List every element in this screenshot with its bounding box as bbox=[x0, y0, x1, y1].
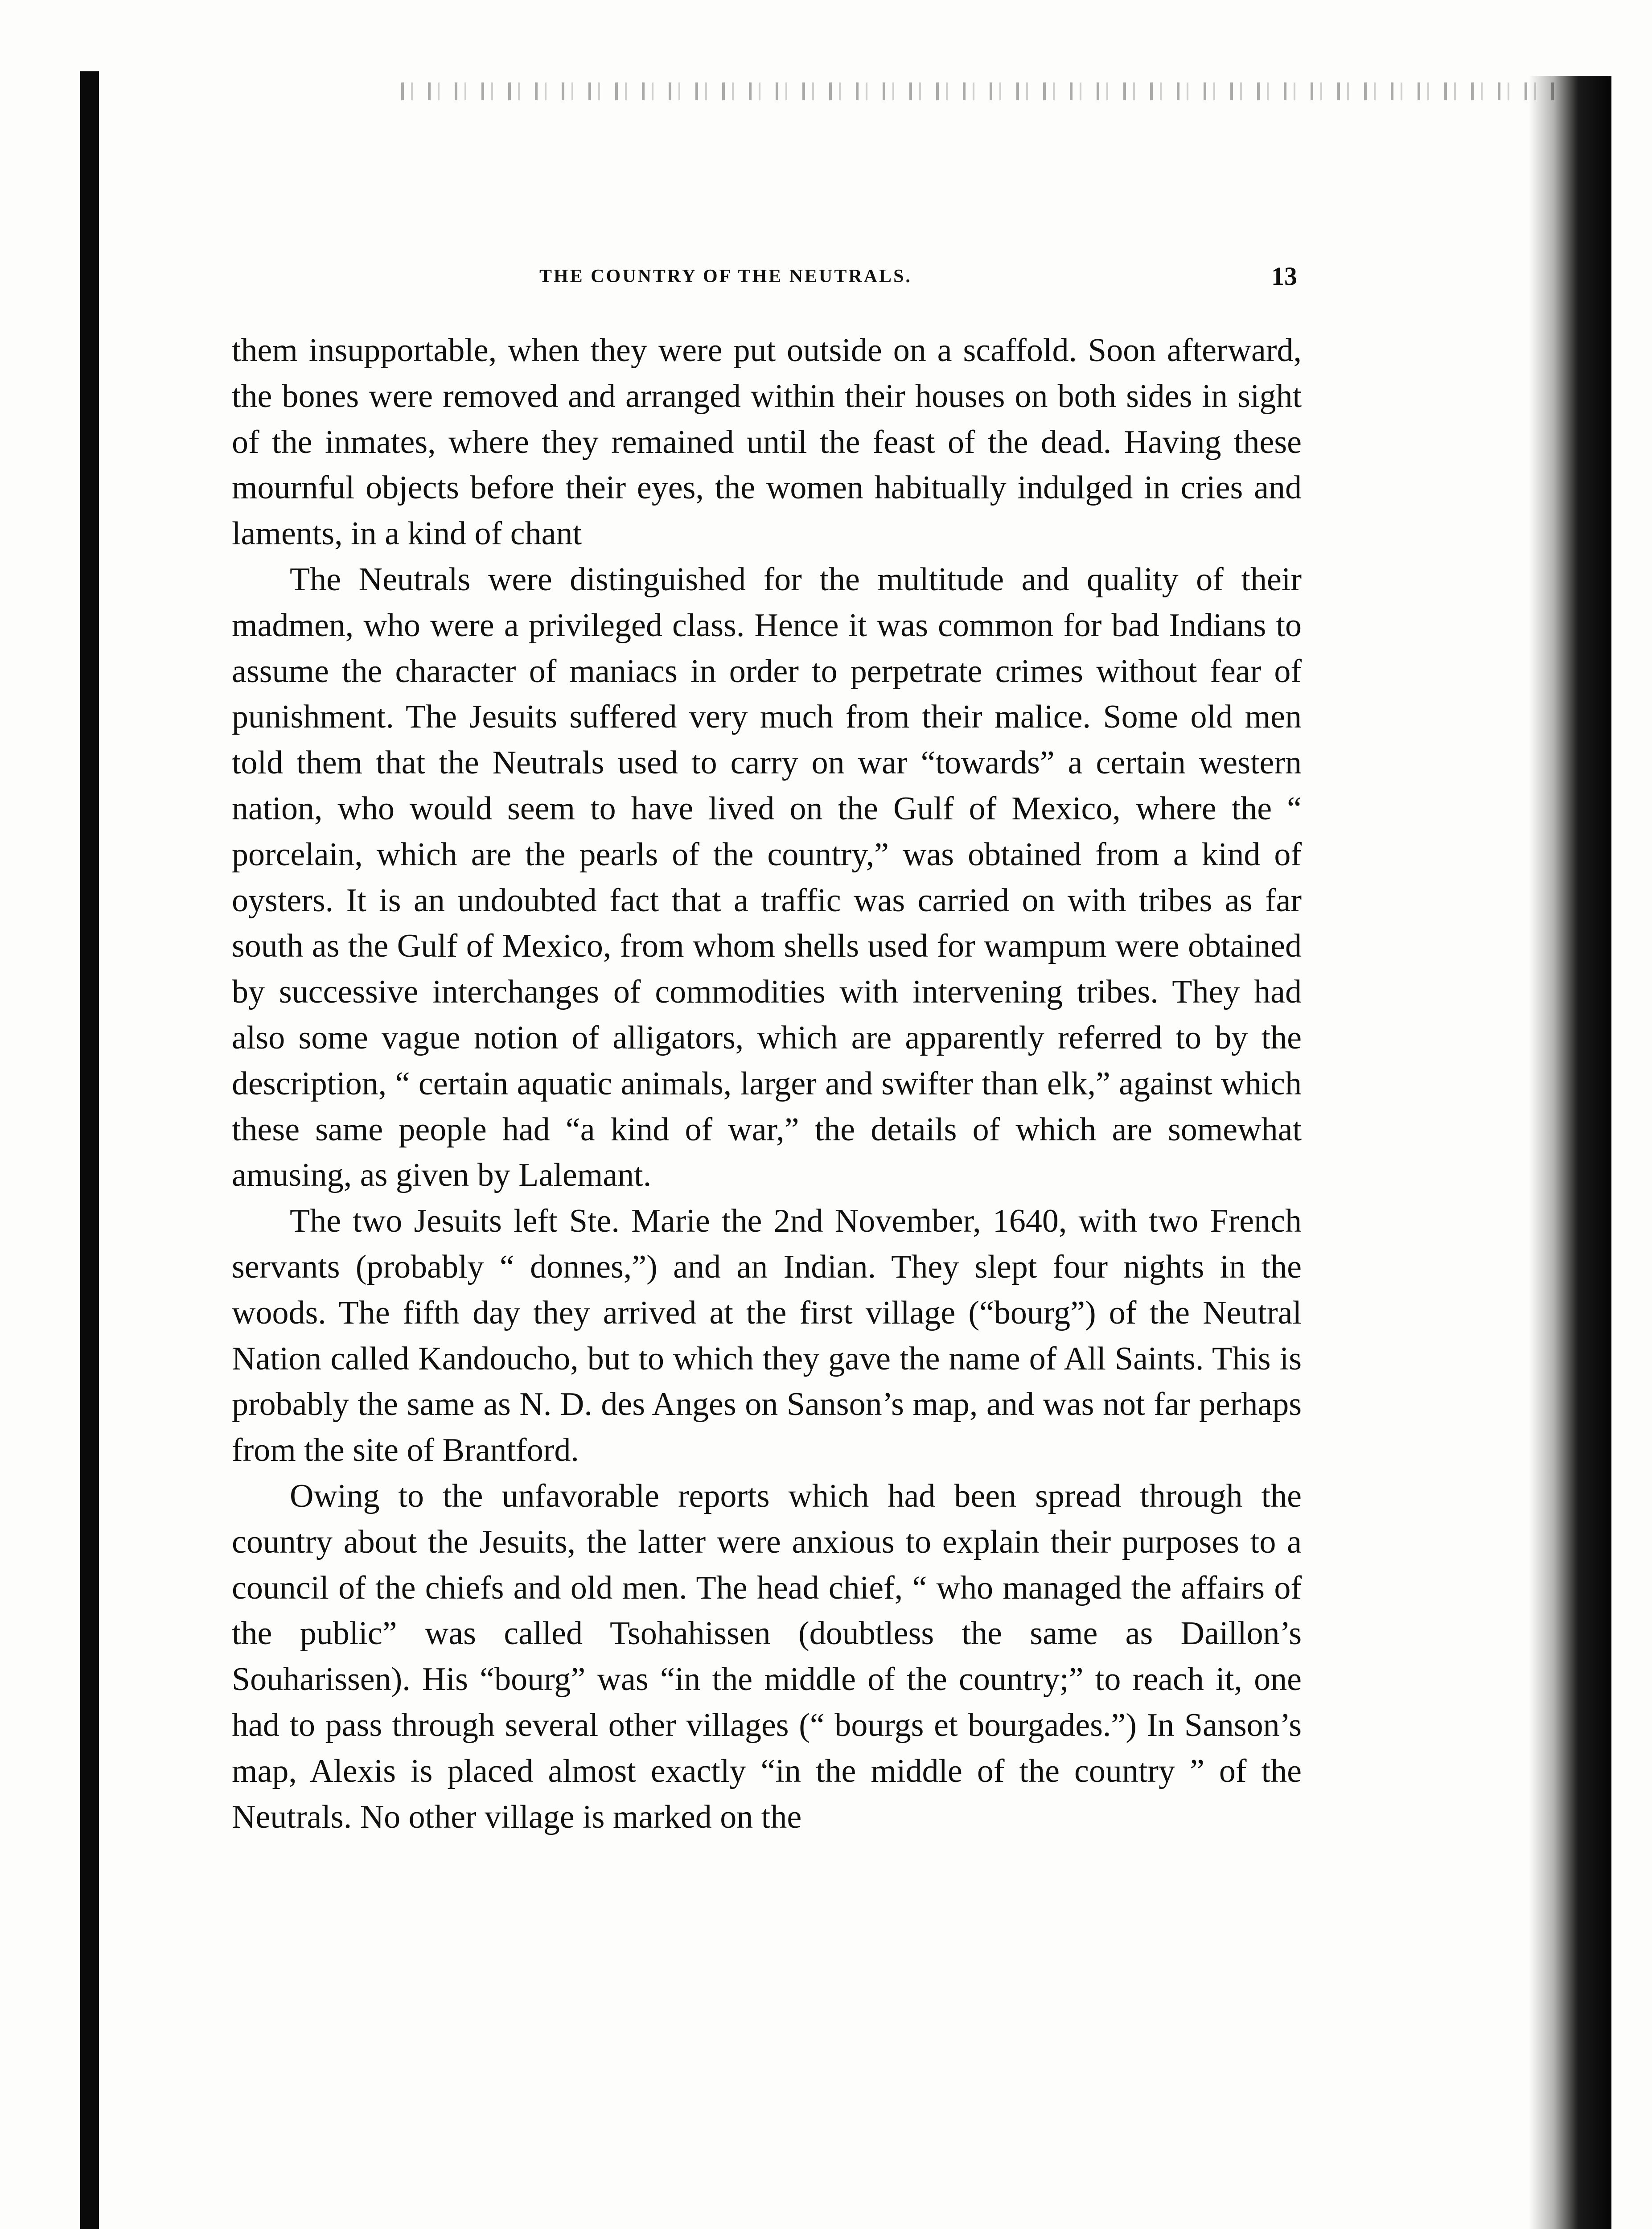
scan-page-edge-shadow bbox=[1529, 76, 1611, 2229]
scan-noise-top bbox=[401, 82, 1560, 100]
paragraph-4: Owing to the unfavorable reports which had been spread through the country about the Jesuits, the latter were anxious to explain their purposes to a council of the chiefs and old men. The head chief, “ who managed the affairs of the public” was called Tsohahissen (doubtless the same as Daillon’s Souharissen). His “bourg” was “in the middle of the country;” to reach it, one had to pass through several other villages (“ bourgs et bourgades.”) In Sanson’s map, Alexis is placed almost exactly “in the middle of the country ” of the Neutrals. No other village is marked on the bbox=[232, 1477, 1302, 1835]
scan-binding-edge bbox=[80, 71, 99, 2229]
running-head bbox=[236, 261, 1297, 292]
paragraph-2: The Neutrals were distinguished for the multitude and quality of their madmen, who were a privileged class. Hence it was common for bad Indians to assume the character of maniacs in order to perpetrate crimes without fear of punishment. The Jesuits suffered very much from their malice. Some old men told them that the Neutrals used to carry on war “towards” a certain western nation, who would seem to have lived on the Gulf of Mexico, where the “ porcelain, which are the pearls of the country,” was obtained from a kind of oysters. It is an undoubted fact that a traffic was carried on with tribes as far south as the Gulf of Mexico, from whom shells used for wampum were obtained by successive interchanges of commodities with intervening tribes. They had also some vague notion of alligators, which are apparently referred to by the description, “ certain aquatic animals, larger and swifter than elk,” against which these same people had “a kind of war,” the details of which are somewhat amusing, as given by Lalemant. bbox=[232, 561, 1302, 1194]
page-number: 13 bbox=[1271, 262, 1297, 291]
running-title: THE COUNTRY OF THE NEUTRALS. bbox=[539, 266, 912, 287]
body-text bbox=[232, 328, 1302, 1840]
paragraph-3: The two Jesuits left Ste. Marie the 2nd November, 1640, with two French servants (probably “ donnes,”) and an Indian. They slept four nights in the woods. The fifth day they arrived at the first village (“bourg”) of the Neutral Nation called Kandoucho, but to which they gave the name of All Saints. This is probably the same as N. D. des Anges on Sanson’s map, and was not far perhaps from the site of Brantford. bbox=[232, 1203, 1302, 1469]
paragraph-1: them insupportable, when they were put outside on a scaffold. Soon afterward, the bones were removed and arranged within their houses on both sides in sight of the inmates, where they remained until the feast of the dead. Having these mournful objects before their eyes, the women habitually indulged in cries and laments, in a kind of chant bbox=[232, 332, 1302, 552]
